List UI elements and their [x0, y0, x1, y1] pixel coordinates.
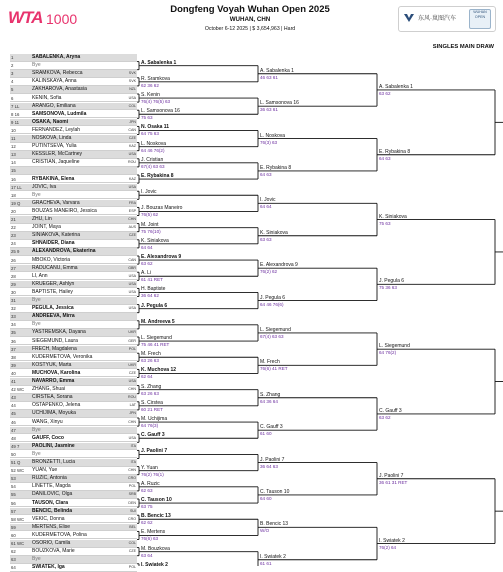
round-winner-name: B. Bencic 13 [141, 513, 171, 520]
draw-position: 57 [11, 508, 16, 514]
draw-position: 49 7 [11, 443, 20, 449]
round-winner-name: M. Frech [141, 351, 161, 358]
draw-position: 10 [11, 127, 16, 133]
round-winner-name: L. Siegemund [260, 326, 291, 333]
draw-position: 21 [11, 217, 16, 222]
player-nationality: USA [128, 289, 136, 294]
match-score: 67(4) 63 63 [141, 163, 165, 169]
player-name: YASTREMSKA, Dayana [32, 329, 86, 336]
draw-position: 43 [11, 395, 16, 401]
player-name: RADUCANU, Emma [32, 264, 78, 271]
match-score: 36 64 63 [260, 463, 278, 469]
draw-position: 3 [11, 71, 14, 77]
draw-position: 28 [11, 273, 16, 279]
match-score: 36 64 62 [141, 293, 159, 299]
player-name: BAPTISTE, Hailey [32, 288, 73, 295]
draw-position: 12 [11, 144, 16, 150]
player-name: SRAMKOVA, Rebecca [32, 70, 83, 77]
match-score: 46 63 61 [260, 74, 278, 80]
draw-position: 61 WC [11, 541, 25, 546]
player-nationality: KAZ [129, 176, 136, 181]
draw-position: 11 [11, 136, 16, 141]
player-name: LI, Ann [32, 272, 48, 279]
player-name: KENIN, Sofia [32, 94, 62, 101]
player-name: KALINSKAYA, Anna [32, 78, 77, 85]
round-winner-name: M. Bouzkova [141, 545, 170, 552]
round-winner-name: J. Bouzas Maneiro [141, 205, 183, 212]
round-winner-name: J. Paolini 7 [260, 456, 285, 463]
draw-position: 47 [11, 427, 16, 433]
draw-position: 62 [11, 549, 16, 555]
match-score: 75 63 [141, 115, 153, 121]
player-name: KOSTYUK, Marta [32, 361, 72, 368]
round-winner-name: L. Samsonova 16 [141, 108, 180, 115]
player-name: Bye [32, 321, 41, 328]
round-winner-name: Y. Yuan [141, 464, 158, 471]
player-nationality: CZE [128, 549, 136, 554]
draw-position: 36 [11, 338, 16, 344]
tournament-location: WUHAN, CHN [229, 16, 271, 23]
player-nationality: JPN [129, 411, 136, 416]
draw-position: 41 [11, 379, 16, 384]
player-nationality: FRA [128, 200, 136, 205]
round-winner-name: C. Gauff 3 [379, 407, 402, 414]
draw-position: 45 [11, 411, 16, 417]
player-name: SIEGEMUND, Laura [32, 337, 78, 344]
draw-position: 60 [11, 532, 16, 538]
player-name: OSAKA, Naomi [32, 118, 69, 125]
player-name: NAVARRO, Emma [32, 378, 75, 384]
round-winner-name: M. Frech [260, 359, 280, 366]
draw-position: 4 [11, 79, 14, 85]
round-winner-name: S. Kenin [141, 92, 160, 99]
player-nationality: USA [128, 306, 136, 311]
draw-position: 56 [11, 500, 16, 506]
player-nationality: GBR [128, 265, 136, 270]
round-winner-name: L. Siegemund [141, 335, 172, 342]
player-nationality: ITA [130, 443, 136, 448]
round-winner-name: E. Alexandrova 9 [260, 262, 298, 269]
draw-position: 15 [11, 168, 16, 174]
player-name: ANDREEVA, Mirra [32, 313, 75, 320]
draw-position: 52 WC [11, 468, 25, 474]
player-name: YUAN, Yue [32, 467, 58, 474]
round-winner-name: I. Jovic [260, 197, 276, 204]
player-name: NOSKOVA, Linda [32, 135, 72, 141]
player-nationality: POL [128, 565, 136, 570]
round-winner-name: J. Pegula 6 [379, 278, 405, 285]
player-nationality: UKR [128, 362, 136, 367]
draw-position: 20 [11, 208, 16, 214]
match-score: 64 36 64 [260, 398, 278, 404]
draw-position: 33 [11, 314, 16, 320]
round-winner-name: K. Siniakova [379, 213, 407, 220]
match-score: 60 21 RET [141, 406, 163, 412]
player-name: SAMSONOVA, Ludmila [32, 110, 87, 117]
match-score: 76(6) 41 RET [260, 366, 288, 372]
match-score: 64 46 76(2) [141, 147, 165, 153]
draw-position: 48 [11, 435, 16, 441]
player-name: Bye [32, 297, 41, 303]
player-name: PAOLINI, Jasmine [32, 442, 75, 449]
round-winner-name: H. Baptiste [141, 286, 166, 293]
round-winner-name: C. Gauff 3 [141, 432, 165, 439]
round-winner-name: C. Tauson 10 [260, 488, 290, 495]
match-score: 62 36 62 [141, 82, 159, 88]
round-winner-name: C. Tauson 10 [141, 497, 172, 504]
player-name: FRECH, Magdalena [32, 345, 77, 352]
match-score: 61 60 [260, 431, 272, 437]
draw-position: 5 [11, 87, 14, 93]
player-nationality: POL [128, 484, 136, 489]
round-winner-name: A. Li [141, 270, 152, 277]
match-score: 64 63 [379, 155, 391, 161]
match-score: 76(2) 62 [260, 269, 278, 275]
player-name: BRONZETTI, Lucia [32, 459, 76, 465]
draw-position: 44 [11, 403, 16, 409]
draw-position: 46 [11, 419, 16, 425]
draw-position: 34 [11, 322, 16, 328]
player-nationality: CAN [128, 127, 136, 132]
round-winner-name: M. Joint [141, 221, 159, 228]
round-winner-name: J. Pegula 6 [260, 294, 286, 301]
draw-position: 35 [11, 330, 16, 336]
match-score: 63 75 [141, 504, 153, 510]
player-nationality: SVK [128, 79, 136, 84]
match-score: 64 60 [260, 495, 272, 501]
draw-position: 19 Q [11, 200, 21, 206]
round-winner-name: E. Rybakina 8 [379, 148, 411, 155]
player-name: ZAKHAROVA, Anastasia [32, 86, 87, 93]
player-nationality: NZL [129, 87, 136, 92]
draw-position: 32 [11, 306, 16, 312]
player-nationality: USA [128, 184, 136, 189]
player-nationality: SUI [130, 508, 136, 513]
player-nationality: KAZ [129, 144, 136, 149]
player-name: JOINT, Maya [32, 224, 61, 231]
player-name: JOVIC, Iva [32, 183, 57, 190]
player-nationality: CZE [128, 370, 136, 375]
player-nationality: CHN [128, 468, 136, 473]
match-score: 76(6) 63 [141, 536, 159, 542]
round-winner-name: K. Muchova 12 [141, 367, 177, 374]
draw-position: 37 [11, 346, 16, 352]
round-winner-name: S. Zhang [141, 383, 162, 390]
player-nationality: ESP [128, 208, 136, 213]
player-name: KESSLER, McCartney [32, 151, 83, 158]
match-score: 64 64 [260, 204, 272, 210]
match-score: 63 26 63 [141, 390, 159, 396]
match-score: 36 63 61 [260, 107, 278, 113]
draw-position: 31 [11, 298, 16, 303]
player-name: UCHIJIMA, Moyuka [32, 410, 76, 417]
round-winner-name: A. Sabalenka 1 [260, 67, 294, 74]
draw-position: 42 WC [11, 387, 25, 393]
player-nationality: ROU [128, 160, 136, 165]
player-name: ZHANG, Shuai [32, 386, 66, 393]
match-score: 62 63 [141, 487, 153, 493]
draw-position: 7 LL [11, 103, 20, 109]
draw-position: 8 16 [11, 111, 20, 117]
match-score: 63 62 [141, 261, 153, 267]
match-score: 63 62 [379, 414, 391, 420]
match-score: 76(3) 63 [260, 139, 278, 145]
round-winner-name: N. Osaka 11 [141, 124, 170, 131]
round-winner-name: J. Paolini 7 [141, 448, 168, 455]
player-nationality: SRB [128, 492, 136, 497]
match-score: 62 62 [141, 520, 153, 526]
player-nationality: COL [128, 541, 136, 545]
match-score: 61 41 RET [141, 277, 163, 283]
player-nationality: LAT [129, 403, 136, 408]
logo-wta-text: WTA [8, 8, 43, 27]
match-score: 64 46 76(6) [260, 301, 284, 307]
round-winner-name: I. Swiatek 2 [260, 553, 286, 560]
player-name: PEGULA, Jessica [32, 305, 74, 312]
player-nationality: DEN [128, 500, 136, 505]
draw-position: 39 [11, 362, 16, 368]
player-nationality: CZE [128, 233, 136, 238]
round-winner-name: I. Swiatek 2 [141, 561, 168, 568]
player-name: Bye [32, 556, 41, 563]
draw-position: 54 [11, 484, 16, 490]
draw-position: 40 [11, 370, 16, 376]
logo-tier-text: 1000 [46, 11, 78, 27]
draw-position: 30 [11, 289, 16, 295]
player-nationality: USA [128, 152, 136, 157]
sponsor-text: 东风·岚图汽车 [418, 16, 456, 22]
draw-position: 13 [11, 152, 16, 158]
player-nationality: CZE [128, 136, 136, 140]
player-name: Bye [32, 426, 41, 433]
player-name: Bye [32, 191, 41, 198]
draw-position: 26 [11, 257, 16, 263]
player-name: VEKIC, Donna [32, 515, 65, 522]
match-score: 63 64 [141, 552, 153, 558]
player-name: MBOKO, Victoria [32, 256, 70, 263]
player-name: Bye [32, 62, 41, 69]
draw-position: 18 [11, 192, 16, 198]
draw-position: 24 [11, 241, 16, 247]
round-winner-name: S. Zhang [260, 391, 281, 398]
draw-position: 58 WC [11, 516, 25, 522]
match-score: 61 61 [260, 560, 272, 566]
player-nationality: COL [128, 103, 136, 108]
player-nationality: USA [128, 379, 136, 383]
round-winner-name: J. Pegula 6 [141, 302, 168, 309]
player-name: Bye [32, 450, 41, 457]
player-name: GRACHEVA, Varvara [32, 199, 80, 206]
match-score: 36 61 31 RET [379, 479, 408, 485]
round-winner-name: L. Noskova [260, 132, 286, 139]
draw-position: 55 [11, 492, 16, 498]
player-name: MERTENS, Elise [32, 523, 70, 530]
player-name: SABALENKA, Aryna [32, 54, 81, 60]
round-winner-name: E. Rybakina 8 [141, 173, 174, 180]
match-score: 76(5) 62 [141, 212, 159, 218]
player-name: KUDERMETOVA, Veronika [32, 353, 93, 360]
draw-position: 16 [11, 176, 16, 182]
draw-position: 59 [11, 524, 16, 530]
player-name: OSTAPENKO, Jelena [32, 402, 81, 409]
player-name: BOUZAS MANEIRO, Jessica [32, 207, 97, 214]
player-name: TAUSON, Clara [32, 499, 69, 506]
player-nationality: SVK [128, 71, 136, 76]
draw-position: 53 [11, 476, 16, 482]
match-score: 63 26 63 [141, 358, 159, 364]
match-score: W/O [260, 528, 270, 534]
player-name: LINETTE, Magda [32, 483, 71, 490]
round-winner-name: E. Alexandrova 9 [141, 254, 182, 261]
match-score: 75 76(10) [141, 228, 161, 234]
round-winner-name: E. Mertens [141, 529, 166, 536]
round-winner-name: A. Sabalenka 1 [141, 59, 177, 66]
round-winner-name: B. Bencic 13 [260, 521, 289, 528]
player-name: SINIAKOVA, Katerina [32, 232, 80, 239]
player-nationality: ROU [128, 395, 136, 400]
tournament-info: October 6-12 2025 | $ 3,654,963 | Hard [204, 26, 296, 32]
player-nationality: AUS [128, 225, 136, 230]
draw-title: SINGLES MAIN DRAW [432, 44, 494, 50]
player-name: SWIATEK, Iga [32, 564, 65, 571]
player-nationality: UKR [128, 330, 136, 335]
draw-position: 23 [11, 233, 16, 239]
player-nationality: CHN [128, 217, 136, 221]
player-nationality: CHN [128, 419, 136, 424]
round-winner-name: S. Cirstea [141, 399, 163, 406]
draw-position: 29 [11, 281, 16, 287]
round-winner-name: R. Sramkova [141, 75, 170, 82]
player-nationality: USA [128, 435, 136, 440]
player-name: DANILOVIC, Olga [32, 491, 73, 498]
player-nationality: USA [128, 273, 136, 278]
draw-position: 2 [11, 63, 14, 69]
match-score: 75 36 63 [379, 285, 397, 291]
draw-position: 51 Q [11, 460, 21, 465]
match-score: 75 63 [379, 220, 391, 226]
round-winner-name: A. Ruzic [141, 480, 160, 487]
player-nationality: ITA [130, 460, 136, 464]
player-nationality: CAN [128, 257, 136, 262]
round-winner-name: M. Uchijima [141, 416, 168, 423]
match-score: 67(4) 63 63 [260, 333, 284, 339]
player-nationality: BEL [129, 524, 136, 529]
match-score: 64 63 [260, 171, 272, 177]
draw-position: 50 [11, 451, 16, 457]
player-name: BENCIC, Belinda [32, 507, 73, 514]
tournament-title: Dongfeng Voyah Wuhan Open 2025 [170, 4, 330, 15]
player-nationality: POL [128, 346, 136, 351]
match-score: 64 76(2) [379, 350, 397, 356]
match-score: 63 63 [260, 236, 272, 242]
player-name: BOUZKOVA, Marie [32, 548, 75, 555]
draw-position: 14 [11, 160, 16, 166]
player-name: SHNAIDER, Diana [32, 240, 75, 247]
round-winner-name: J. Paolini 7 [379, 472, 404, 479]
player-name: OSORIO, Camila [32, 540, 71, 546]
match-score: 76(2) 76(1) [141, 471, 164, 477]
match-score: 63 62 [379, 90, 391, 96]
player-nationality: CRO [128, 476, 136, 481]
player-nationality: JPN [129, 119, 136, 124]
match-score: 64 75 63 [141, 131, 159, 137]
draw-position: 22 [11, 225, 16, 231]
player-nationality: USA [128, 281, 136, 286]
round-winner-name: I. Swiatek 2 [379, 537, 405, 544]
match-score: 64 76(3) [141, 423, 159, 429]
draw-position: 38 [11, 354, 16, 360]
match-score: 75 46 41 RET [141, 342, 170, 348]
round-winner-name: L. Siegemund [379, 343, 410, 350]
match-score: 64 64 [141, 244, 153, 250]
round-winner-name: L. Noskova [141, 140, 167, 147]
player-name: PUTINTSEVA, Yulia [32, 143, 77, 150]
round-winner-name: K. Siniakova [141, 237, 169, 244]
round-winner-name: L. Samsonova 16 [260, 100, 299, 107]
player-name: ALEXANDROVA, Ekaterina [32, 248, 96, 255]
player-name: KUDERMETOVA, Polina [32, 531, 87, 538]
player-name: CRISTIAN, Jaqueline [32, 159, 80, 166]
player-name: FERNANDEZ, Leylah [32, 126, 81, 133]
round-winner-name: I. Jovic [141, 189, 157, 196]
player-name: RYBAKINA, Elena [32, 175, 75, 182]
draw-position: 1 [11, 55, 14, 60]
player-name: WANG, Xinyu [32, 418, 63, 425]
draw-position: 63 [11, 557, 16, 563]
match-score: 76(4) 76(5) 63 [141, 99, 171, 105]
badge-text: WUHAN OPEN [473, 10, 487, 19]
draw-position: 27 [11, 265, 16, 271]
player-name: ZHU, Lin [32, 216, 52, 222]
player-nationality: USA [128, 95, 136, 100]
player-name: MUCHOVA, Karolina [32, 369, 81, 376]
player-nationality: CHN [128, 387, 136, 392]
round-winner-name: J. Cristian [141, 156, 164, 163]
round-winner-name: E. Rybakina 8 [260, 164, 292, 171]
player-name: ARANGO, Emiliana [32, 102, 76, 109]
round-winner-name: A. Sabalenka 1 [379, 83, 413, 90]
player-name: GAUFF, Coco [32, 434, 64, 441]
draw-position: 64 [11, 565, 16, 571]
player-nationality: GER [128, 338, 136, 343]
draw-position: 9 11 [11, 119, 20, 125]
round-winner-name: K. Siniakova [260, 229, 288, 236]
player-name: KRUEGER, Ashlyn [32, 280, 75, 287]
match-score: 76(2) 64 [379, 544, 397, 550]
round-winner-name: C. Gauff 3 [260, 424, 283, 431]
player-name: RUZIC, Antonia [32, 475, 67, 482]
draw-position: 25 9 [11, 249, 20, 255]
player-nationality: CRO [128, 516, 136, 521]
player-name: CIRSTEA, Sorana [32, 394, 73, 401]
round-winner-name: M. Andreeva 5 [141, 318, 175, 325]
draw-position: 17 LL [11, 184, 22, 190]
draw-position: 6 [11, 95, 14, 101]
match-score: 62 64 [141, 374, 153, 380]
